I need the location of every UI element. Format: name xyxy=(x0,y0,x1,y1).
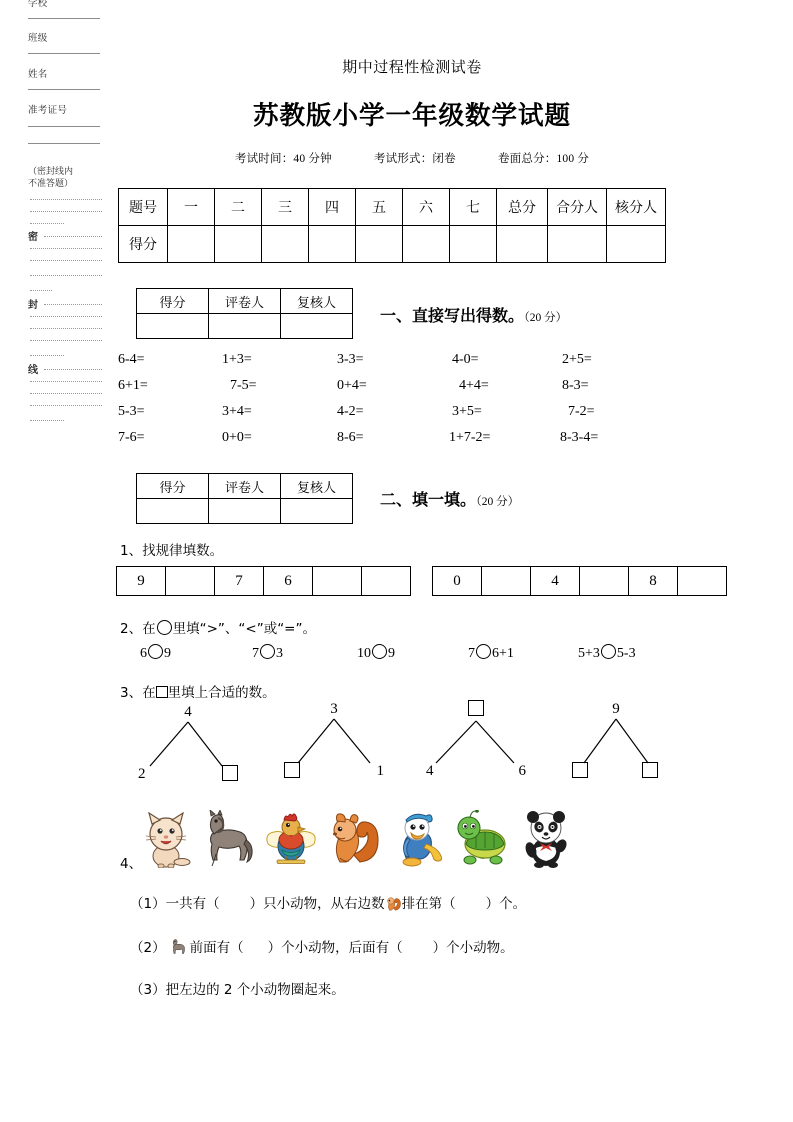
s2-hdr-score: 得分 xyxy=(137,474,209,499)
q3-label-part-b: 里填上合适的数。 xyxy=(167,685,276,701)
square-blank-icon xyxy=(468,700,484,716)
square-blank-icon xyxy=(284,762,300,778)
seal-note-line2: 不准答题） xyxy=(28,178,74,188)
arith-problem[interactable]: 4-2= xyxy=(337,404,364,419)
seq-right-cell-2[interactable] xyxy=(482,567,531,596)
bond4-legs-icon xyxy=(560,717,672,765)
number-bond-4 xyxy=(560,700,672,782)
q2-label-part-b: 里填“>”、“<”或“=”。 xyxy=(172,621,316,637)
seal-dotline xyxy=(30,290,52,291)
bond1-top-value: 4 xyxy=(184,704,192,720)
grand-score-verifier[interactable] xyxy=(607,226,666,263)
bond3-legs-icon xyxy=(420,717,532,765)
seal-dotline xyxy=(30,199,102,200)
exam-total-score: 卷面总分：100 分 xyxy=(497,153,590,165)
seq-right-cell-5[interactable]: 8 xyxy=(629,567,678,596)
arith-problem[interactable]: 2+5= xyxy=(562,352,592,367)
cmp3-right: 9 xyxy=(388,646,395,661)
table-row xyxy=(117,567,411,596)
seal-dotline xyxy=(30,275,102,276)
seal-dotline xyxy=(30,211,102,212)
squirrel-icon xyxy=(326,810,382,868)
grand-score-2[interactable] xyxy=(215,226,262,263)
duck-icon xyxy=(388,810,448,868)
seal-dotline xyxy=(30,420,64,421)
number-bond-3 xyxy=(420,700,532,782)
bond2-bottom xyxy=(278,762,390,781)
bond3-left-value[interactable]: 4 xyxy=(426,763,434,779)
grand-score-adder[interactable] xyxy=(548,226,607,263)
arith-row-1 xyxy=(112,352,692,378)
grand-score-6[interactable] xyxy=(403,226,450,263)
grand-score-total[interactable] xyxy=(497,226,548,263)
seal-dotline xyxy=(30,393,102,394)
exam-duration: 考试时间：40 分钟 xyxy=(234,153,332,165)
sub1-text-a: （1）一共有（ xyxy=(130,896,220,912)
table-row xyxy=(137,314,353,339)
number-bond-2 xyxy=(278,700,390,782)
question-2-4-sub-1 xyxy=(130,895,526,913)
grand-score-7[interactable] xyxy=(450,226,497,263)
number-bond-1 xyxy=(132,703,244,785)
seal-char-mi: 密 xyxy=(28,232,38,243)
sequence-table-left xyxy=(116,566,411,596)
square-blank-icon xyxy=(156,686,168,698)
arith-row-2 xyxy=(112,378,692,404)
s1-hdr-grader: 评卷人 xyxy=(209,289,281,314)
bond4-left-blank[interactable] xyxy=(572,762,588,782)
cmp5-right: 5-3 xyxy=(616,646,636,661)
seq-right-cell-6[interactable] xyxy=(678,567,727,596)
sidebar-rule-name xyxy=(28,89,100,90)
arith-problem[interactable]: 6-4= xyxy=(118,352,145,367)
sidebar-rule-school xyxy=(28,18,100,19)
grand-col-3: 三 xyxy=(262,189,309,226)
sub2-text-d: ）个小动物。 xyxy=(432,940,514,956)
seal-note-line1: （密封线内 xyxy=(28,166,74,176)
squirrel-inline-icon xyxy=(385,895,402,912)
page-title: 苏教版小学一年级数学试题 xyxy=(252,101,571,131)
sequence-table-right xyxy=(432,566,727,596)
q3-label-part-a: 3、在 xyxy=(120,685,156,701)
bond1-bottom xyxy=(132,765,244,784)
arith-problem[interactable]: 3+5= xyxy=(452,404,482,419)
comparison-item-5[interactable] xyxy=(578,644,636,662)
arithmetic-problem-grid xyxy=(112,352,692,456)
sidebar-field-class: 班级 xyxy=(28,34,48,44)
arith-problem[interactable]: 8-3= xyxy=(562,378,589,393)
q2-label-part-a: 2、在 xyxy=(120,621,156,637)
sealing-line-sidebar xyxy=(0,0,112,1122)
grand-score-1[interactable] xyxy=(168,226,215,263)
arith-problem[interactable]: 7-6= xyxy=(118,430,145,445)
arith-problem[interactable]: 0+4= xyxy=(337,378,367,393)
arith-problem[interactable]: 4-0= xyxy=(452,352,479,367)
bond1-top[interactable] xyxy=(132,703,244,721)
bond2-top-value: 3 xyxy=(330,701,338,717)
question-2-3-label xyxy=(120,681,276,701)
seal-dotline xyxy=(30,381,102,382)
section2-score-box xyxy=(136,473,353,524)
rooster-icon xyxy=(260,810,322,868)
sub2-text-b: 前面有（ xyxy=(189,940,244,956)
s1-hdr-score: 得分 xyxy=(137,289,209,314)
turtle-icon xyxy=(454,810,512,868)
section2-heading xyxy=(380,487,519,510)
exam-format: 考试形式：闭卷 xyxy=(373,153,456,165)
seq-left-cell-5[interactable] xyxy=(313,567,362,596)
sub2-text-a: （2） xyxy=(130,940,166,956)
sub2-text-c: ）个小动物，后面有（ xyxy=(267,940,403,956)
sidebar-rule-class xyxy=(28,53,100,54)
comparison-row xyxy=(112,644,712,668)
circle-blank-icon xyxy=(157,620,172,635)
cmp2-right: 3 xyxy=(276,646,283,661)
seal-dotline xyxy=(30,248,102,249)
section2-points: （20 分） xyxy=(476,496,520,508)
seal-dotline xyxy=(30,328,102,329)
seal-dotline xyxy=(30,316,102,317)
bond4-top[interactable] xyxy=(560,700,672,718)
cmp1-right: 9 xyxy=(164,646,171,661)
bond1-left-value[interactable]: 2 xyxy=(138,766,146,782)
sub1-text-c: 排在第（ xyxy=(401,896,456,912)
horse-inline-icon xyxy=(166,938,190,956)
sidebar-field-name: 姓名 xyxy=(28,70,48,80)
arith-problem[interactable]: 1+7-2= xyxy=(449,430,491,445)
s2-hdr-grader: 评卷人 xyxy=(209,474,281,499)
arith-problem[interactable]: 8-3-4= xyxy=(560,430,599,445)
bond3-top[interactable] xyxy=(420,700,532,718)
cmp5-left: 5+3 xyxy=(578,646,600,661)
comparison-item-1[interactable] xyxy=(140,644,171,662)
square-blank-icon xyxy=(642,762,658,778)
seal-char-xian: 线 xyxy=(28,365,38,376)
bond3-bottom xyxy=(420,762,532,781)
seal-dotline xyxy=(44,369,102,370)
s2-val-reviewer[interactable] xyxy=(281,499,353,524)
cmp4-right: 6+1 xyxy=(492,646,514,661)
seal-dotline xyxy=(30,340,102,341)
arith-problem[interactable]: 4+4= xyxy=(459,378,489,393)
table-row-scores xyxy=(119,226,666,263)
section1-title: 一、直接写出得数。 xyxy=(380,306,525,325)
s2-val-score[interactable] xyxy=(137,499,209,524)
grand-col-1: 一 xyxy=(168,189,215,226)
section1-points: （20 分） xyxy=(524,312,568,324)
seq-left-cell-1[interactable]: 9 xyxy=(117,567,166,596)
circle-blank-icon[interactable] xyxy=(372,644,387,659)
seq-left-cell-6[interactable] xyxy=(362,567,411,596)
bond4-top-value: 9 xyxy=(612,701,620,717)
grand-col-4: 四 xyxy=(309,189,356,226)
question-2-4-sub-3: （3）把左边的 2 个小动物圈起来。 xyxy=(130,982,345,998)
grand-score-table xyxy=(118,188,666,263)
question-2-4-sub-2 xyxy=(130,938,514,957)
bond2-top[interactable] xyxy=(278,700,390,718)
s1-val-score[interactable] xyxy=(137,314,209,339)
section1-score-box xyxy=(136,288,353,339)
s1-val-grader[interactable] xyxy=(209,314,281,339)
bond1-right-blank[interactable] xyxy=(222,765,238,785)
bond2-legs-icon xyxy=(278,717,390,765)
seq-left-cell-4[interactable]: 6 xyxy=(264,567,313,596)
bond2-left-blank[interactable] xyxy=(284,762,300,782)
table-row-question-numbers xyxy=(119,189,666,226)
arith-row-4 xyxy=(112,430,692,456)
seal-dotline xyxy=(30,260,102,261)
exam-meta-line xyxy=(112,150,712,166)
arith-problem[interactable]: 8-6= xyxy=(337,430,364,445)
grand-col-verifier: 核分人 xyxy=(607,189,666,226)
section1-heading xyxy=(380,303,567,326)
exam-subtitle: 期中过程性检测试卷 xyxy=(342,58,482,76)
arith-problem[interactable]: 3-3= xyxy=(337,352,364,367)
grand-col-total: 总分 xyxy=(497,189,548,226)
s1-hdr-reviewer: 复核人 xyxy=(281,289,353,314)
circle-blank-icon[interactable] xyxy=(260,644,275,659)
seal-dotline xyxy=(44,304,102,305)
bond2-right-value[interactable]: 1 xyxy=(376,763,384,779)
arith-problem[interactable]: 0+0= xyxy=(222,430,252,445)
arith-problem[interactable]: 6+1= xyxy=(118,378,148,393)
bond1-legs-icon xyxy=(132,720,244,768)
circle-blank-icon[interactable] xyxy=(148,644,163,659)
question-2-4-number: 4、 xyxy=(120,856,143,872)
table-row xyxy=(137,289,353,314)
sub1-text-d: ）个。 xyxy=(485,896,527,912)
question-2-2-label xyxy=(120,617,316,637)
cmp4-left: 7 xyxy=(468,646,475,661)
grand-score-3[interactable] xyxy=(262,226,309,263)
seal-char-feng: 封 xyxy=(28,300,38,311)
grand-col-adder: 合分人 xyxy=(548,189,607,226)
s2-val-grader[interactable] xyxy=(209,499,281,524)
grand-score-4[interactable] xyxy=(309,226,356,263)
cmp1-left: 6 xyxy=(140,646,147,661)
arith-problem[interactable]: 7-2= xyxy=(568,404,595,419)
sidebar-rule-exam-id xyxy=(28,126,100,127)
table-row xyxy=(137,499,353,524)
grand-col-5: 五 xyxy=(356,189,403,226)
square-blank-icon xyxy=(222,765,238,781)
table-row xyxy=(137,474,353,499)
bond4-right-blank[interactable] xyxy=(642,762,658,782)
bond3-right-value[interactable]: 6 xyxy=(518,763,526,779)
question-2-1-label: 1、找规律填数。 xyxy=(120,543,224,559)
sub1-text-b: ）只小动物，从右边数 xyxy=(249,896,385,912)
seq-right-cell-3[interactable]: 4 xyxy=(531,567,580,596)
grand-row-label-score: 得分 xyxy=(119,226,168,263)
sidebar-field-school: 学校 xyxy=(28,0,48,9)
cmp3-left: 10 xyxy=(357,646,371,661)
seal-dotline xyxy=(44,236,102,237)
seq-left-cell-2[interactable] xyxy=(166,567,215,596)
cat-icon xyxy=(140,812,192,868)
seal-dotline xyxy=(30,223,64,224)
seq-left-cell-3[interactable]: 7 xyxy=(215,567,264,596)
arith-problem[interactable]: 1+3= xyxy=(222,352,252,367)
arith-problem[interactable]: 5-3= xyxy=(118,404,145,419)
panda-icon xyxy=(518,810,574,868)
grand-col-6: 六 xyxy=(403,189,450,226)
seq-right-cell-1[interactable]: 0 xyxy=(433,567,482,596)
grand-score-5[interactable] xyxy=(356,226,403,263)
comparison-item-4[interactable] xyxy=(468,644,514,662)
section2-title: 二、填一填。 xyxy=(380,490,477,509)
seal-dotline xyxy=(30,405,102,406)
animal-row-illustration xyxy=(140,806,520,868)
bond4-bottom xyxy=(560,762,672,781)
grand-col-2: 二 xyxy=(215,189,262,226)
grand-row-label-qno: 题号 xyxy=(119,189,168,226)
circle-blank-icon[interactable] xyxy=(601,644,616,659)
circle-blank-icon[interactable] xyxy=(476,644,491,659)
comparison-item-2[interactable] xyxy=(252,644,283,662)
arith-row-3 xyxy=(112,404,692,430)
arith-problem[interactable]: 3+4= xyxy=(222,404,252,419)
horse-icon xyxy=(198,810,254,868)
cmp2-left: 7 xyxy=(252,646,259,661)
seq-right-cell-4[interactable] xyxy=(580,567,629,596)
table-row xyxy=(433,567,727,596)
grand-col-7: 七 xyxy=(450,189,497,226)
sidebar-field-exam-id: 准考证号 xyxy=(28,106,68,116)
s1-val-reviewer[interactable] xyxy=(281,314,353,339)
arith-problem[interactable]: 7-5= xyxy=(230,378,257,393)
sidebar-rule-extra xyxy=(28,143,100,144)
comparison-item-3[interactable] xyxy=(357,644,395,662)
s2-hdr-reviewer: 复核人 xyxy=(281,474,353,499)
square-blank-icon xyxy=(572,762,588,778)
seal-dotline xyxy=(30,355,64,356)
